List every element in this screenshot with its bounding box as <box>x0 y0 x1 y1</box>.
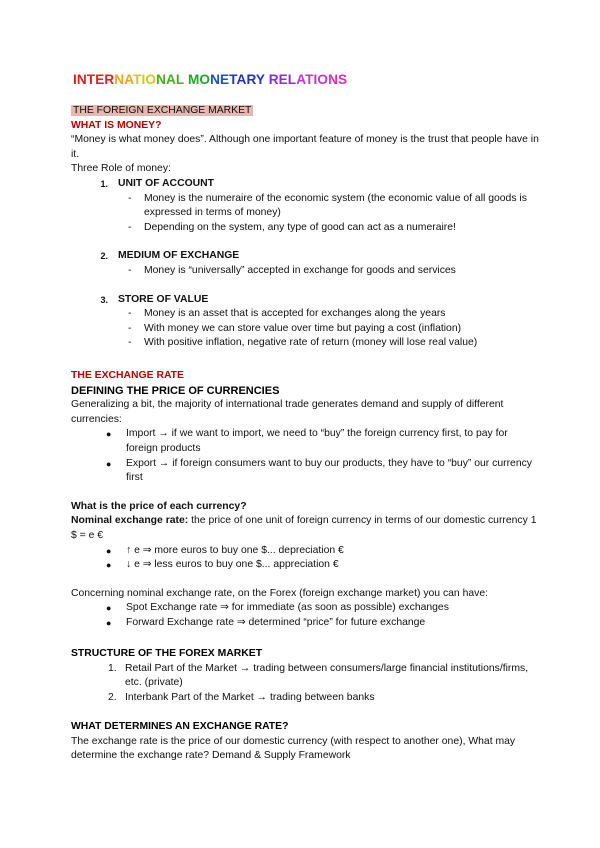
role-name: STORE OF VALUE <box>118 293 209 305</box>
title-part: ATIO <box>296 72 329 87</box>
section-exchange-rate <box>71 369 541 631</box>
role-point: - With money we can store value over time but paying a cost (inflation) <box>128 322 462 334</box>
role-point: - Money is “universally” accepted in exchange for goods and services <box>128 264 456 276</box>
bullet-item: ● ↓ e ⇒ less euros to buy one $... appreciation € <box>106 559 339 571</box>
section-heading: STRUCTURE OF THE FOREX MARKET <box>71 648 263 659</box>
role-name: UNIT OF ACCOUNT <box>118 177 215 189</box>
body-text: The exchange rate is the price of our domestic currency (with respect to another one), What may determine the exchange rate? Demand & Supply Framework <box>71 735 516 762</box>
intro-text: Generalizing a bit, the majority of international trade generates demand and supply of different currencies: <box>71 399 504 425</box>
subheading-money: WHAT IS MONEY? <box>71 119 162 131</box>
section-forex-structure <box>71 647 541 705</box>
bullet-item: ● Forward Exchange rate ⇒ determined “price” for future exchange <box>106 616 426 628</box>
title-part: TARY <box>229 72 269 87</box>
section-heading: THE EXCHANGE RATE <box>71 370 184 381</box>
title-part: INTER <box>73 72 115 87</box>
section-exchange-determinants <box>71 720 541 764</box>
title-part: MO <box>187 72 211 87</box>
question-heading: What is the price of each currency? <box>71 500 247 512</box>
title-part: NAL <box>156 72 188 87</box>
role-item: 1. UNIT OF ACCOUNT <box>71 177 541 192</box>
title-part: NS <box>328 72 348 87</box>
section-foreign-exchange <box>71 104 541 351</box>
nominal-text: the price of one unit of foreign currency in terms of our domestic currency 1 $ = e € <box>71 515 537 541</box>
ordered-item: 2. Interbank Part of the Market → trading between banks <box>108 691 375 703</box>
document-title <box>73 72 347 87</box>
role-point: - Money is an asset that is accepted for exchanges along the years <box>128 308 446 320</box>
bullet-item: ● Spot Exchange rate ⇒ for immediate (as soon as possible) exchanges <box>106 602 449 614</box>
role-item: 2. MEDIUM OF EXCHANGE <box>71 249 541 264</box>
title-part: NE <box>210 72 230 87</box>
section-heading-highlight: THE FOREIGN EXCHANGE MARKET <box>73 105 252 116</box>
bullet-item: ● ↑ e ⇒ more euros to buy one $... depreciation € <box>106 544 344 556</box>
bullet-item: ● Import → if we want to import, we need to “buy” the foreign currency first, to pay for foreign products <box>106 428 508 454</box>
role-point: - Money is the numeraire of the economic system (the economic value of all goods is expressed in terms of money) <box>128 192 527 219</box>
role-point: - Depending on the system, any type of good can act as a numeraire! <box>128 221 456 233</box>
subheading-price: DEFINING THE PRICE OF CURRENCIES <box>71 384 280 397</box>
role-item: 3. STORE OF VALUE <box>71 293 541 308</box>
ordered-item: 1. Retail Part of the Market → trading between consumers/large financial institutions/firms, etc. (private) <box>108 662 529 689</box>
title-part: TIO <box>133 72 157 87</box>
section-heading: WHAT DETERMINES AN EXCHANGE RATE? <box>71 721 289 732</box>
role-name: MEDIUM OF EXCHANGE <box>118 250 240 262</box>
bullet-item: ● Export → if foreign consumers want to buy our products, they have to “buy” our currency first <box>106 457 533 484</box>
title-part: REL <box>268 72 297 87</box>
title-part: NA <box>114 72 134 87</box>
role-point: - With positive inflation, negative rate of return (money will lose real value) <box>128 337 478 349</box>
roles-label: Three Role of money: <box>71 163 171 175</box>
forex-intro: Concerning nominal exchange rate, on the Forex (foreign exchange market) you can have: <box>71 587 489 599</box>
nominal-paragraph <box>71 514 541 543</box>
nominal-label: Nominal exchange rate: <box>71 515 189 527</box>
intro-text: “Money is what money does”. Although one important feature of money is the trust that people have in it. <box>71 134 539 160</box>
